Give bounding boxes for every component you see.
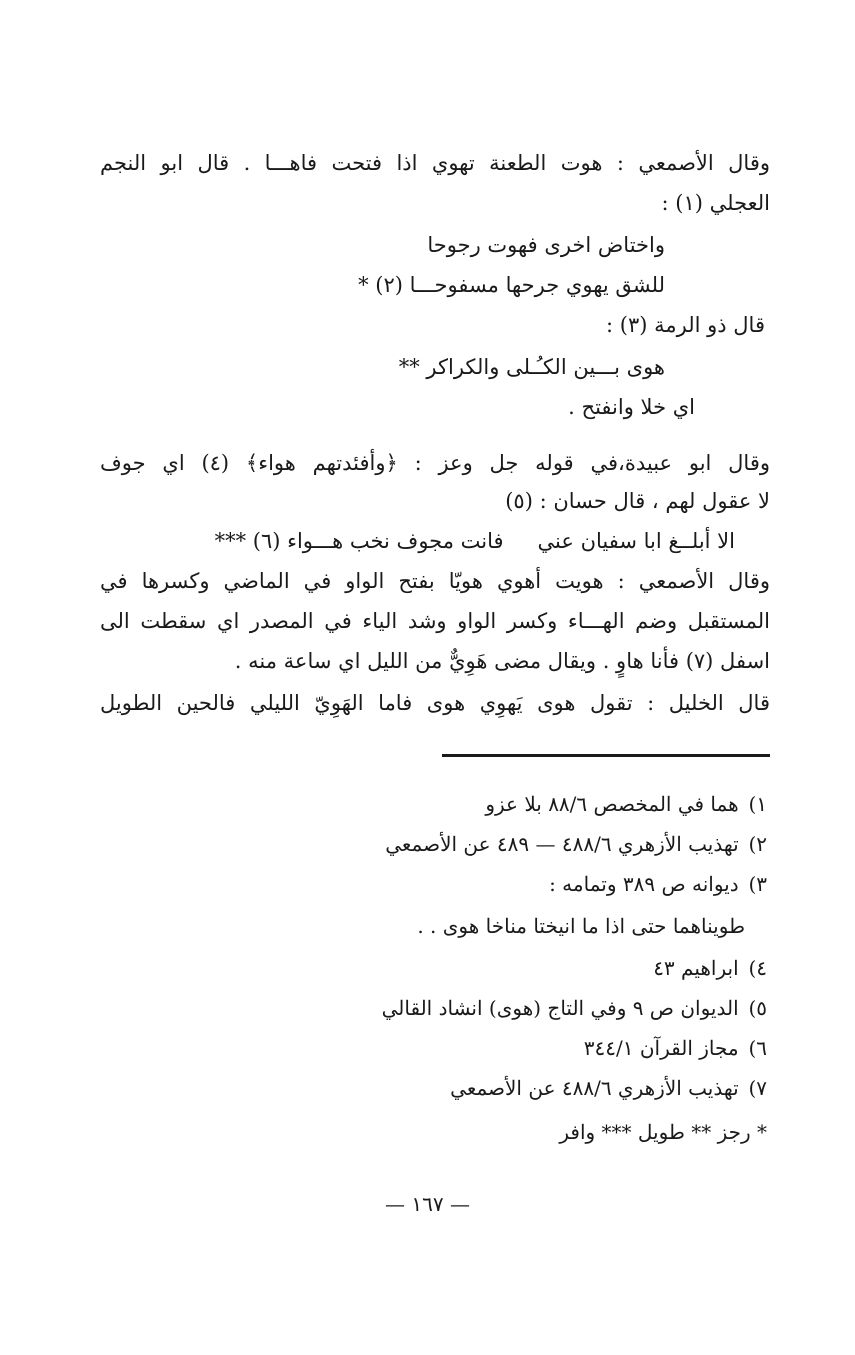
footnote-text: هما في المخصص ٨٨/٦ بلا عزو [485,792,739,816]
footnote-text: ديوانه ص ٣٨٩ وتمامه : [549,872,739,896]
footnote [549,870,767,898]
body-line: العجلي (١) : [661,191,770,215]
verse-hemistich-second: فانت مجوف نخب هـــواء (٦) *** [214,529,504,553]
footnote [385,830,767,858]
body-line: لا عقول لهم ، قال حسان : (٥) [505,489,770,513]
verse-hemistich-first: الا أبلــغ ابا سفيان عني [537,529,735,553]
footnote-text: تهذيب الأزهري ٤٨٨/٦ عن الأصمعي [450,1076,739,1100]
verse-line: هوى بـــين الكـُـلى والكراكر ** [398,355,665,379]
footnote-verse [417,912,745,940]
footnote-number: ٣) [748,872,767,896]
verse-line: واختاض اخرى فهوت رجوحا [427,233,665,257]
footnote-number: ٦) [748,1036,767,1060]
footnote-text: ابراهيم ٤٣ [653,956,739,980]
footnote-number: ١) [748,792,767,816]
footnote [450,1074,767,1102]
body-line: قال ذو الرمة (٣) : [606,313,765,337]
body-line: اسفل (٧) فأنا هاوٍ . ويقال مضى هَوِيٌّ من الليل اي ساعة منه . [234,649,770,673]
footnote [584,1034,767,1062]
body-line: المستقبل وضم الهـــاء وكسر الواو وشد الياء في المصدر اي سقطت الى [100,609,770,633]
footnote-number: ٥) [748,996,767,1020]
body-line: قال الخليل : تقول هوى يَهوِي هوى فاما الهَوِيّ الليلي فالحين الطويل [100,691,770,715]
body-line: وقال الأصمعي : هويت أهوي هويّا بفتح الواو في الماضي وكسرها في [100,569,770,593]
body-line: وقال ابو عبيدة،في قوله جل وعز : ﴿وأفئدتهم هواء﴾ (٤) اي جوف [100,451,770,475]
footnote-text: طويناهما حتى اذا ما انيختا مناخا هوى . . [417,914,745,938]
footnote [485,790,767,818]
footnote-text: مجاز القرآن ٣٤٤/١ [583,1036,739,1060]
body-line: وقال الأصمعي : هوت الطعنة تهوي اذا فتحت فاهـــا . قال ابو النجم [100,151,770,175]
footnote-number: ٢) [748,832,767,856]
footnote-text: تهذيب الأزهري ٤٨٨/٦ — ٤٨٩ عن الأصمعي [385,832,739,856]
meter-legend [559,1118,767,1146]
footnote-number: ٧) [748,1076,767,1100]
footnote-divider [442,754,770,757]
footnote-text: * رجز ** طويل *** وافر [559,1120,767,1144]
footnote-text: الديوان ص ٩ وفي التاج (هوى) انشاد القالي [381,996,739,1020]
footnote-number: ٤) [748,956,767,980]
verse-line: للشق يهوي جرحها مسفوحـــا (٢) * [358,273,665,297]
verse-line: اي خلا وانفتح . [568,395,695,419]
verse-line [215,526,735,556]
footnote [382,994,767,1022]
page-number: — ١٦٧ — [385,1192,470,1216]
footnote [653,954,767,982]
